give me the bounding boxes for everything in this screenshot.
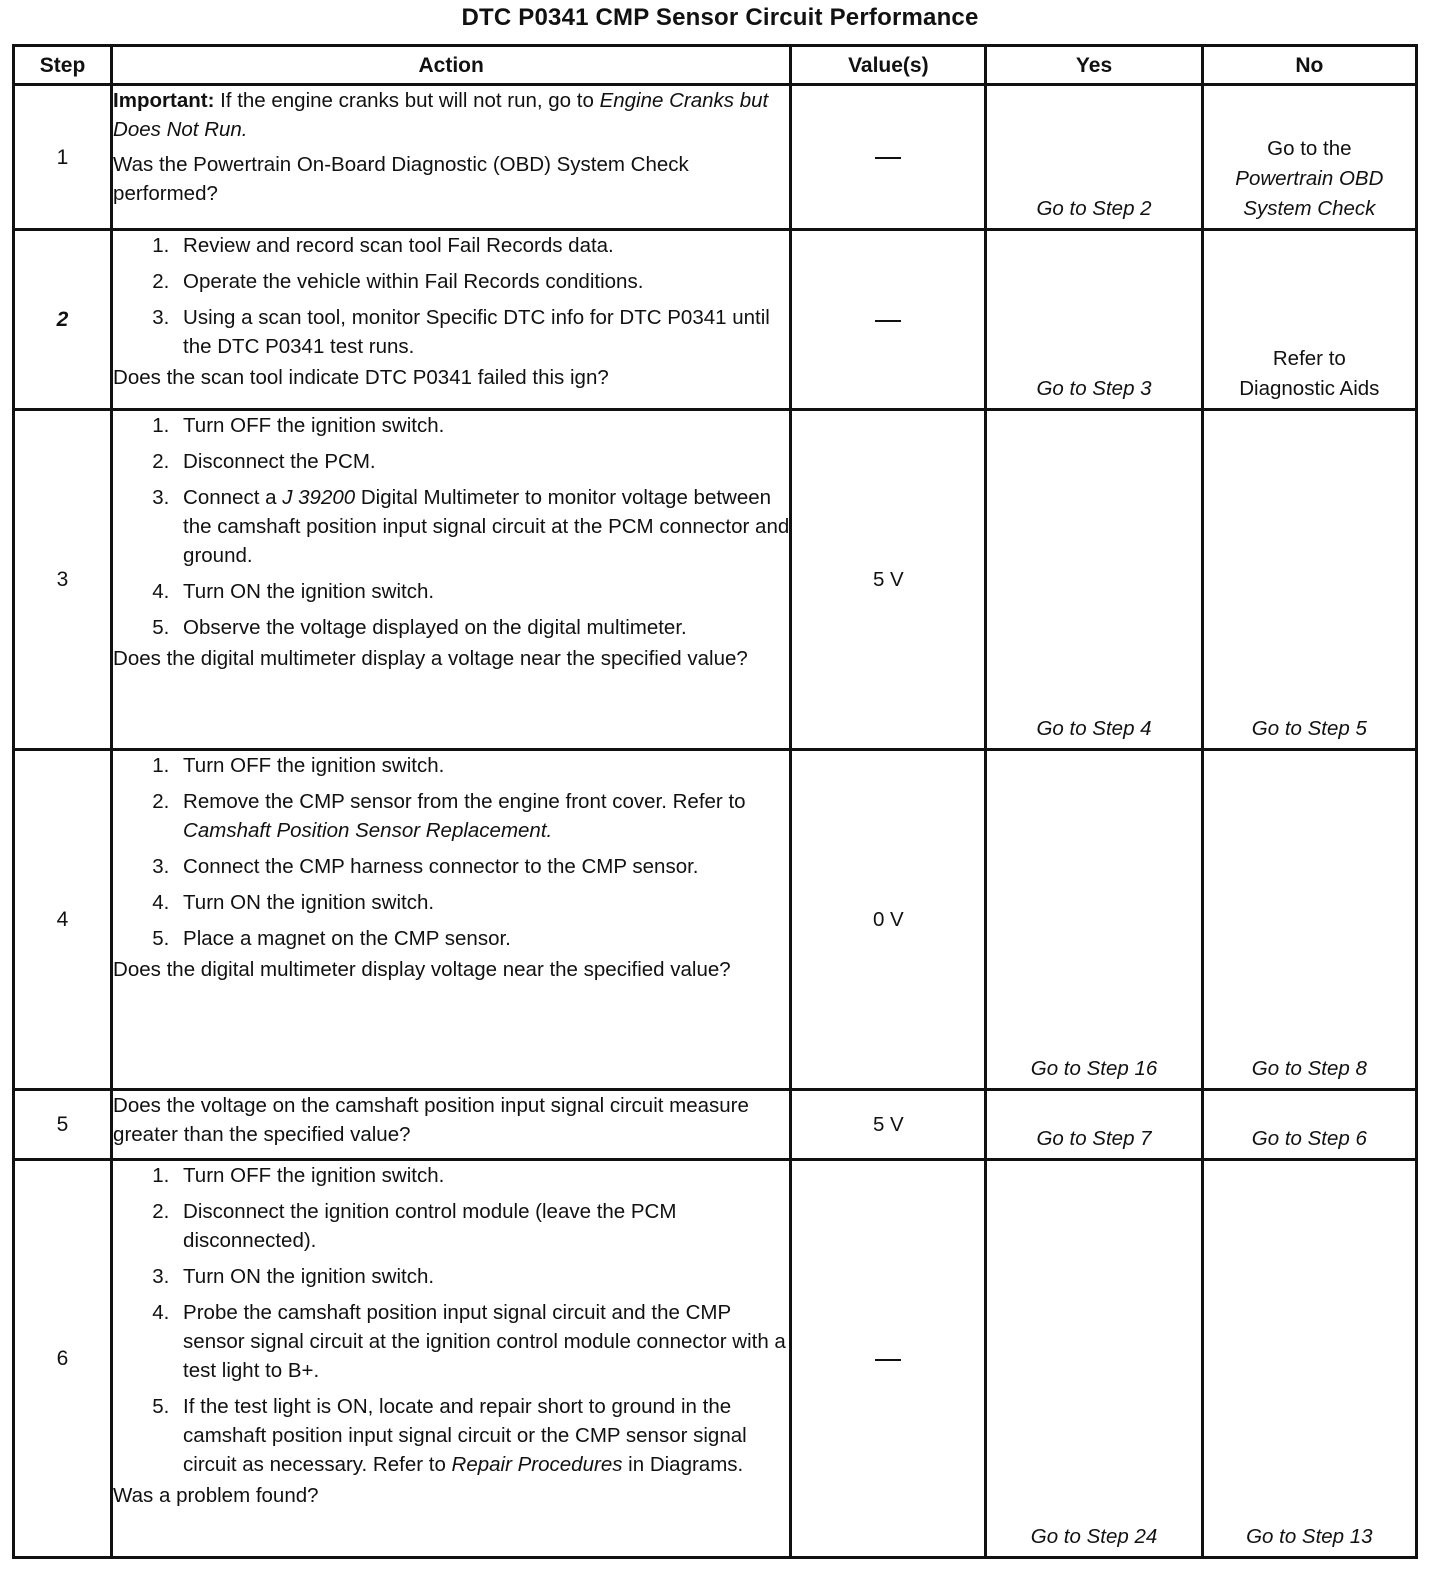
no-goto-link[interactable]: Go to Step 13 [1246, 1525, 1373, 1548]
action-step: 2. Disconnect the PCM. [175, 447, 789, 476]
no-goto-link[interactable]: Go to Step 6 [1251, 1127, 1367, 1150]
value-cell [791, 230, 986, 410]
procedure-reference: Repair Procedures [451, 1453, 623, 1476]
value-dash [875, 320, 901, 322]
yes-goto-link[interactable]: Go to Step 3 [1036, 377, 1152, 400]
action-text: Digital Multimeter to monitor voltage between the camshaft position input signal circuit at the PCM connector and ground. [183, 486, 790, 567]
value-cell [791, 85, 986, 230]
no-cell [1202, 1160, 1416, 1558]
header-action: Action [112, 46, 791, 85]
value-cell: 0 V [791, 750, 986, 1090]
no-cell [1202, 410, 1416, 750]
no-cell [1202, 230, 1416, 410]
no-cell [1202, 85, 1416, 230]
no-goto-link[interactable]: Go to Step 8 [1251, 1057, 1367, 1080]
table-row [14, 410, 1417, 750]
diagnostic-table [12, 44, 1418, 1559]
yes-cell [986, 410, 1202, 750]
header-value: Value(s) [791, 46, 986, 85]
header-step: Step [14, 46, 112, 85]
table-row [14, 85, 1417, 230]
step-question: Was the Powertrain On-Board Diagnostic (OBD) System Check performed? [113, 153, 689, 205]
action-cell [112, 750, 791, 1090]
action-cell [112, 1090, 791, 1160]
yes-goto-link[interactable]: Go to Step 16 [1030, 1057, 1158, 1080]
value-dash [875, 157, 901, 159]
procedure-reference: Camshaft Position Sensor Replacement. [183, 819, 553, 842]
step-number: 5 [14, 1090, 112, 1160]
value-cell: 5 V [791, 410, 986, 750]
step-number: 6 [14, 1160, 112, 1558]
action-steps [113, 411, 789, 642]
step-question: Does the voltage on the camshaft position input signal circuit measure greater than the specified value? [113, 1094, 749, 1146]
action-step: 2. Disconnect the ignition control module (leave the PCM disconnected). [175, 1197, 789, 1255]
header-yes: Yes [986, 46, 1202, 85]
action-step: 3. Connect the CMP harness connector to the CMP sensor. [175, 852, 789, 881]
step-number: 4 [14, 750, 112, 1090]
yes-cell [986, 1090, 1202, 1160]
procedure-reference: Engine Cranks but Does Not Run. [113, 89, 769, 141]
action-step [175, 483, 789, 570]
action-step [175, 1392, 789, 1479]
action-step [175, 787, 789, 845]
important-label: Important: [113, 89, 215, 112]
action-cell [112, 410, 791, 750]
step-number: 3 [14, 410, 112, 750]
action-step: 1. Turn OFF the ignition switch. [175, 411, 789, 440]
yes-goto-link[interactable]: Go to Step 7 [1036, 1127, 1152, 1150]
no-goto-link[interactable]: Refer to Diagnostic Aids [1239, 347, 1380, 400]
step-question: Does the digital multimeter display a voltage near the specified value? [113, 647, 748, 670]
no-goto-link[interactable]: Go to Step 5 [1251, 717, 1367, 740]
action-cell [112, 1160, 791, 1558]
action-step: 3. Turn ON the ignition switch. [175, 1262, 789, 1291]
table-header-row [14, 46, 1417, 85]
value-cell [791, 1160, 986, 1558]
step-question: Does the scan tool indicate DTC P0341 failed this ign? [113, 366, 609, 389]
step-question: Was a problem found? [113, 1484, 319, 1507]
action-step: 1. Turn OFF the ignition switch. [175, 751, 789, 780]
action-step: 4. Probe the camshaft position input signal circuit and the CMP sensor signal circuit at the ignition control module connector with a test light to B+. [175, 1298, 789, 1385]
step-number: 1 [14, 85, 112, 230]
action-step: 4. Turn ON the ignition switch. [175, 577, 789, 606]
action-text: in Diagrams. [622, 1453, 744, 1476]
yes-goto-link[interactable]: Go to Step 24 [1030, 1525, 1158, 1548]
yes-cell [986, 1160, 1202, 1558]
yes-cell [986, 85, 1202, 230]
action-text: Remove the CMP sensor from the engine front cover. Refer to [183, 790, 746, 813]
table-row [14, 1090, 1417, 1160]
action-step: 3. Using a scan tool, monitor Specific DTC info for DTC P0341 until the DTC P0341 test runs. [175, 303, 789, 361]
important-note [113, 86, 789, 144]
action-step: 5. Observe the voltage displayed on the digital multimeter. [175, 613, 789, 642]
table-row [14, 230, 1417, 410]
important-text: If the engine cranks but will not run, go to [214, 89, 600, 112]
no-goto-link[interactable] [1204, 134, 1415, 224]
yes-cell [986, 230, 1202, 410]
value-cell: 5 V [791, 1090, 986, 1160]
action-steps [113, 1161, 789, 1479]
table-row [14, 1160, 1417, 1558]
no-cell [1202, 1090, 1416, 1160]
value-dash [875, 1359, 901, 1361]
page-title: DTC P0341 CMP Sensor Circuit Performance [461, 4, 979, 31]
action-step: 1. Turn OFF the ignition switch. [175, 1161, 789, 1190]
action-steps [113, 231, 789, 361]
action-step: 5. Place a magnet on the CMP sensor. [175, 924, 789, 953]
yes-goto-link[interactable]: Go to Step 4 [1036, 717, 1152, 740]
action-text: Connect a [183, 486, 283, 509]
procedure-reference: Powertrain OBD System Check [1235, 167, 1384, 220]
step-question: Does the digital multimeter display voltage near the specified value? [113, 958, 731, 981]
action-cell [112, 85, 791, 230]
action-step: 4. Turn ON the ignition switch. [175, 888, 789, 917]
action-step: 2. Operate the vehicle within Fail Records conditions. [175, 267, 789, 296]
yes-goto-link[interactable]: Go to Step 2 [1036, 197, 1152, 220]
step-number: 2 [14, 230, 112, 410]
table-row [14, 750, 1417, 1090]
action-steps [113, 751, 789, 953]
no-prefix: Go to the [1267, 137, 1352, 160]
yes-cell [986, 750, 1202, 1090]
no-cell [1202, 750, 1416, 1090]
tool-reference: J 39200 [282, 486, 356, 509]
header-no: No [1202, 46, 1416, 85]
action-step: 1. Review and record scan tool Fail Records data. [175, 231, 789, 260]
action-cell [112, 230, 791, 410]
action-text: If the test light is ON, locate and repair short to ground in the camshaft position input signal circuit or the CMP sensor signal circuit as necessary. Refer to [183, 1395, 747, 1476]
